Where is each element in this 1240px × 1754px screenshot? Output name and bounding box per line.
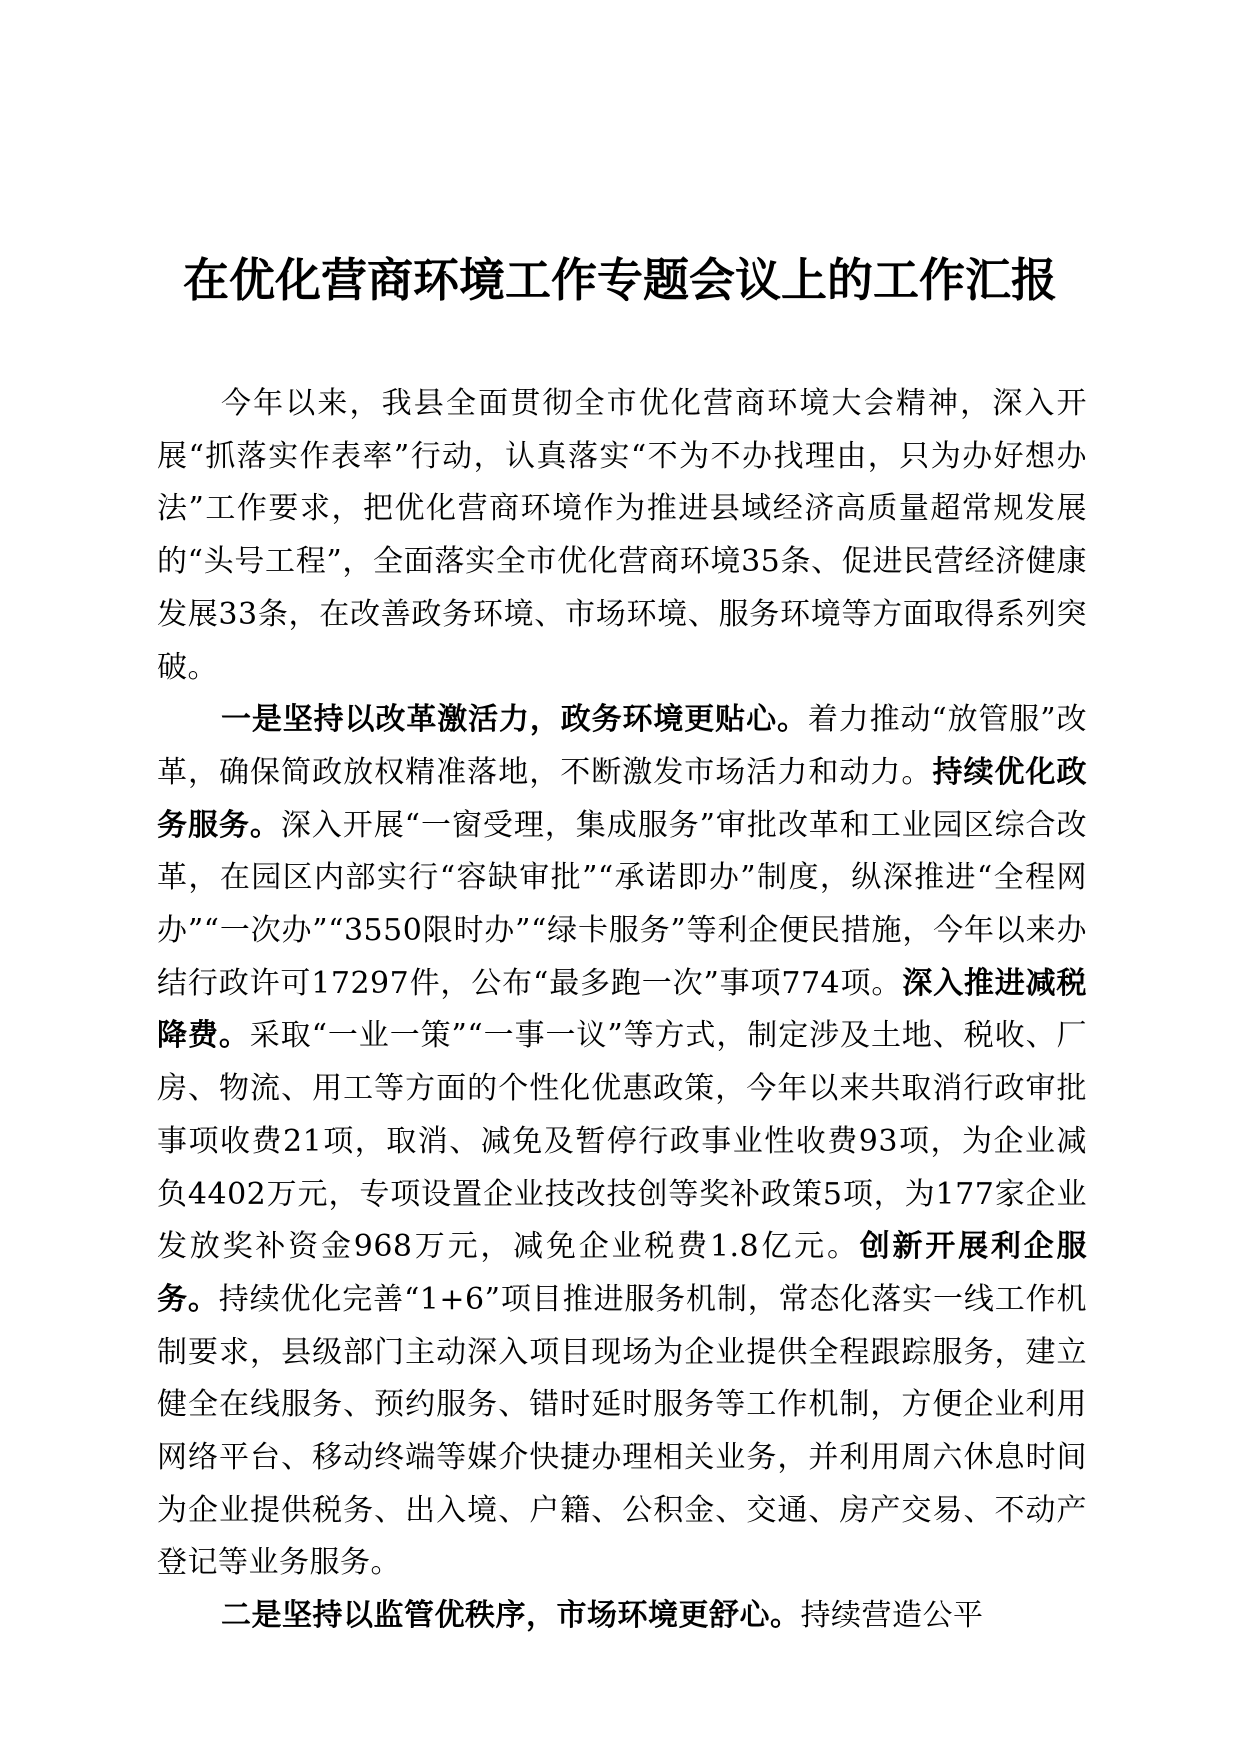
subsection-heading: 创新开展利企服务。 xyxy=(157,1229,1087,1317)
paragraph-text: 持续营造公平 xyxy=(800,1598,984,1634)
paragraph-text: 持续优化完善“1+6”项目推进服务机制，常态化落实一线工作机制要求，县级部门主动深入项目现场为企业提供全程跟踪服务，建立健全在线服务、预约服务、错时延时服务等工作机制，方便企业利用网络平台、移动终端等媒介快捷办理相关业务，并利用周六休息时间为企业提供税务、出入境、户籍、公积金、交通、房产交易、不动产登记等业务服务。 xyxy=(157,1281,1088,1581)
section-heading: 二是坚持以监管优秩序，市场环境更舒心。 xyxy=(221,1598,801,1634)
paragraph-text: 今年以来，我县全面贯彻全市优化营商环境大会精神，深入开展“抓落实作表率”行动，认真落实“不为不办找理由，只为办好想办法”工作要求，把优化营商环境作为推进县域经济高质量超常规发展的“头号工程”，全面落实全市优化营商环境35条、促进民营经济健康发展33条，在改善政务环境、市场环境、服务环境等方面取得系列突破。 xyxy=(157,386,1087,685)
paragraph-text: 深入开展“一窗受理，集成服务”审批改革和工业园区综合改革，在园区内部实行“容缺审批”“承诺即办”制度，纵深推进“全程网办”“一次办”“3550限时办”“绿卡服务”等利企便民措施，今年以来办结行政许可17297件，公布“最多跑一次”事项774项。 xyxy=(157,807,1087,1001)
paragraph-text: 采取“一业一策”“一事一议”等方式，制定涉及土地、税收、厂房、物流、用工等方面的个性化优惠政策，今年以来共取消行政审批事项收费21项，取消、减免及暂停行政事业性收费93项，为企业减负4402万元，专项设置企业技改技创等奖补政策5项，为177家企业发放奖补资金968万元，减免企业税费1.8亿元。 xyxy=(157,1018,1087,1265)
subsection-heading: 持续优化政务服务。 xyxy=(157,754,1088,843)
paragraph-section-one xyxy=(157,694,1087,1590)
section-heading: 一是坚持以改革激活力，政务环境更贴心。 xyxy=(221,702,808,738)
paragraph-text: 着力推动“放管服”改革，确保简政放权精准落地，不断激发市场活力和动力。 xyxy=(157,702,1087,790)
subsection-heading: 深入推进减税降费。 xyxy=(157,965,1088,1054)
document-title: 在优化营商环境工作专题会议上的工作汇报 xyxy=(183,253,1057,307)
document-body xyxy=(157,378,1087,1643)
paragraph-section-two xyxy=(157,1590,1087,1643)
paragraph-intro xyxy=(157,378,1087,694)
